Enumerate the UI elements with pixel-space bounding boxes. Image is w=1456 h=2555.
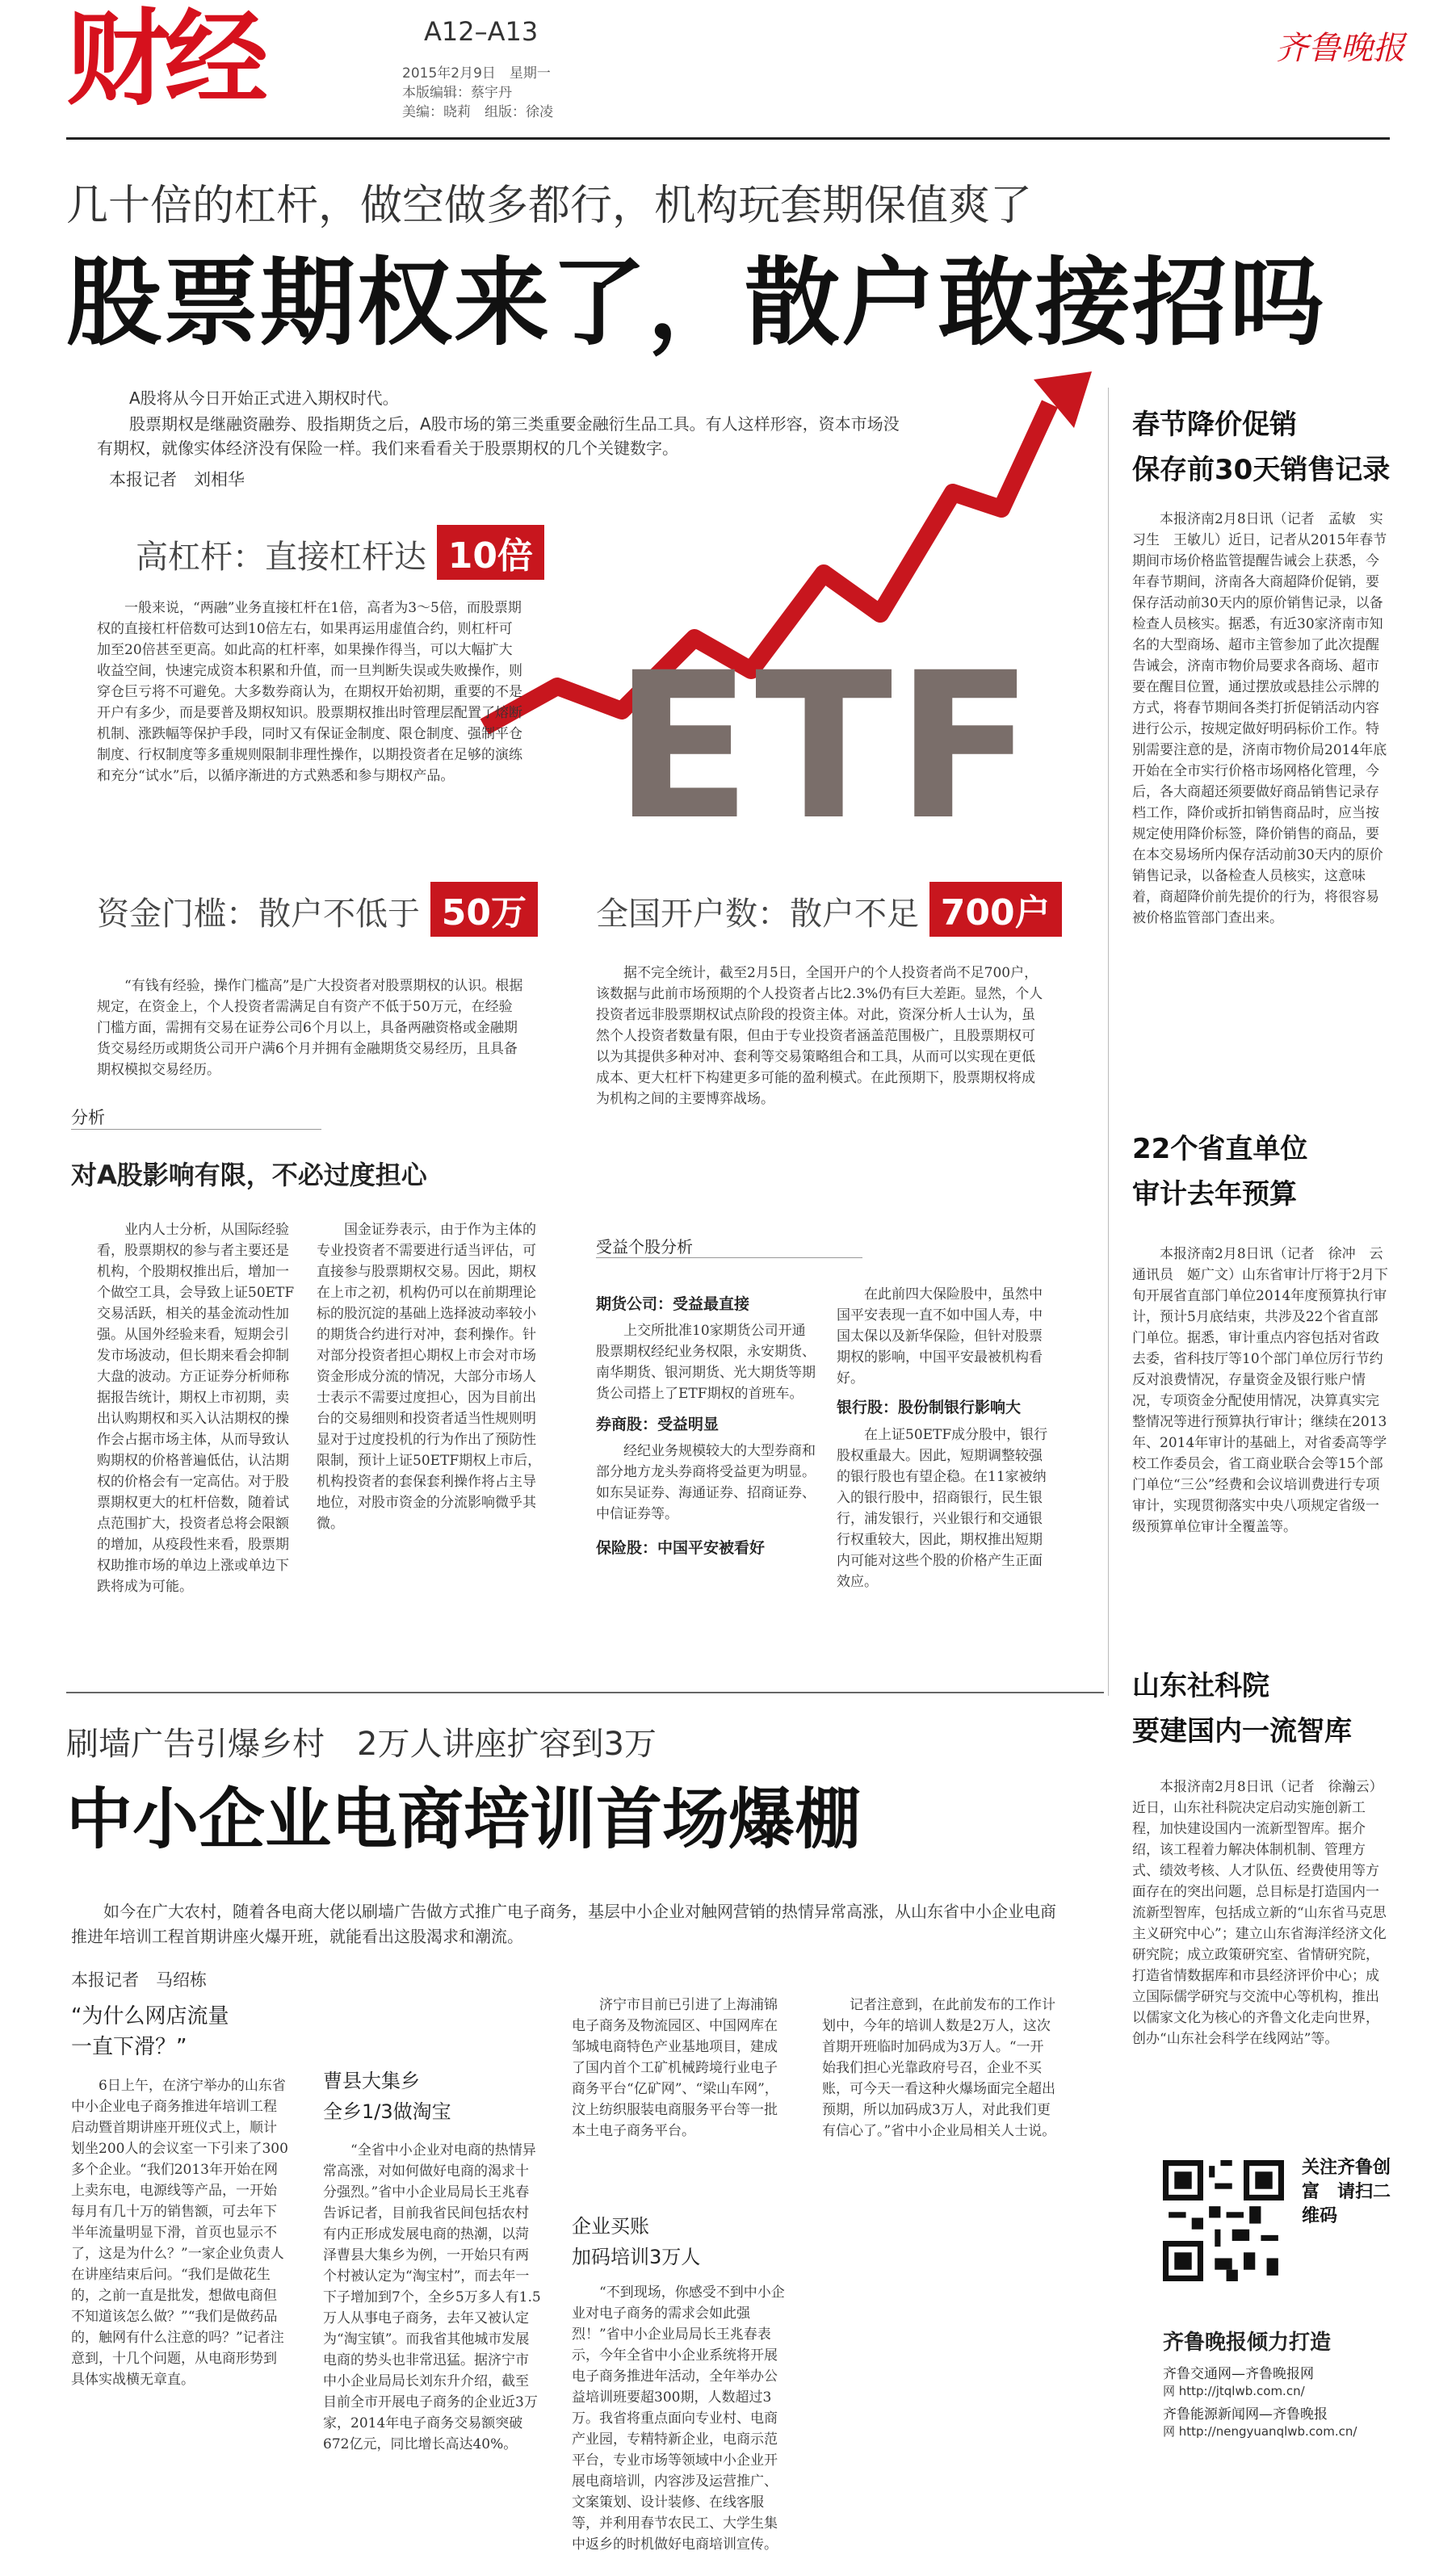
news1-title-line2: 保存前30天销售记录 [1132,454,1391,486]
story2-sub3 [572,2211,700,2272]
fact-accounts-label: 全国开户数：散户不足 [596,896,919,933]
stock-body-banks: 在上证50ETF成分股中，银行股权重最大。因此，短期调整较强的银行股也有望企稳。在11家被纳入的银行股中，招商银行，民生银行，浦发银行，兴业银行和交通银行权重较大，因此，期权推出短期内可能对这些个股的价格产生正面效应。 [837,1427,1048,1590]
story2-col2-text: “全省中小企业对电商的热情异常高涨，对如何做好电商的渴求十分强烈。”省中小企业局局长王兆春告诉记者，目前我省民间包括农村有内正形成发展电商的热潮，以菏泽曹县大集乡为例，一开始只有两个村被认定为“淘宝村”，而去年一下子增加到7个，全乡5万多人有1.5万人从事电子商务，去年又被认定为“淘宝镇”。而我省其他城市发展电商的势头也非常迅猛。据济宁市中小企业局局长刘东升介绍，截至目前全市开展电子商务的企业近3万家，2014年电子商务交易额突破672亿元，同比增长高达40%。 [323,2142,541,2452]
news2-body-text: 本报济南2月8日讯（记者 徐冲 云 通讯员 姬广文）山东省审计厅将于2月下旬开展省直部门单位2014年度预算执行审计，预计5月底结束，共涉及22个省直部门单位。据悉，审计重点内容包括对省政去委，省科技厅等10个部门单位厉行节约反对浪费情况，存量资金及银行账户情况，专项资金分配使用情况，决算真实完整情况等进行预算执行审计；继续在2013年、2014年审计的基础上，对省委高等学校工作委员会，省工商业联合会等15个部门单位“三公”经费和会议培训费进行专项审计，实现贯彻落实中央八项规定省级一级预算单位审计全覆盖等。 [1132,1246,1397,1535]
story2-col4 [822,1995,1056,2447]
accounts-body [596,963,1048,1111]
fact-leverage-label: 高杠杆：直接杠杆达 [136,539,426,576]
accounts-paragraph: 据不完全统计，截至2月5日，全国开户的个人投资者尚不足700户，该数据与此前市场预期的个人投资者占比2.3%仍有巨大差距。显然，个人投资者远非股票期权试点阶段的投资主体。对此，资深分析人士认为，虽然个人投资者数量有限，但由于专业投资者涵盖范围极广，且股票期权可以为其提供多种对冲、套利等交易策略组合和工具，从而可以实现在更低成本、更大杠杆下构建更多可能的盈利模式。在此预期下，股票期权将成为机构之间的主要博弈战场。 [596,965,1043,1107]
masthead-rule [66,137,1390,140]
fact-threshold-label: 资金门槛：散户不低于 [97,896,420,933]
sidebar-news2-body [1132,1244,1397,1631]
story2-col1 [71,2075,289,2447]
design-credit: 美编：晓莉 组版：徐凌 [402,104,553,120]
stock-head-banks: 银行股：股份制银行影响大 [837,1399,1022,1416]
analysis-title: 对A股影响有限，不必过度担心 [71,1160,427,1190]
threshold-paragraph: “有钱有经验，操作门槛高”是广大投资者对股票期权的认识。根据规定，在资金上，个人投资者需满足自有资产不低于50万元，在经验门槛方面，需拥有交易在证券公司6个月以上，具备两融资格或金融期货交易经历或期货公司开户满6个月并拥有金融期货交易经历，且具备期权模拟交易经历。 [97,978,523,1078]
analysis-col2-text: 国金证券表示，由于作为主体的专业投资者不需要进行适当评估，可直接参与股票期权交易。因此，期权在上市之初，机构仍可以在前期理论标的股沉淀的基础上选择波动率较小的期货合约进行对冲，套利操作。针对部分投资者担心期权上市会对市场资金形成分流的情况，大部分市场人士表示不需要过度担心，因为目前出台的交易细则和投资者适当性规则明显对于过度投机的行为作出了预防性限制，预计上证50ETF期权上市后，机构投资者的套保套利操作将占主导地位，对股市资金的分流影响微乎其微。 [317,1222,542,1532]
news1-body-text: 本报济南2月8日讯（记者 孟敏 实习生 王敏儿）近日，记者从2015年春节期间市场价格监管提醒告诫会上获悉，今年春节期间，济南各大商超降价促销，要保存活动前30天内的原价销售记录，以备检查人员核实。据悉，有近30家济南市知名的大型商场、超市主管参加了此次提醒告诫会，济南市物价局要求各商场、超市要在醒目位置，通过摆放或悬挂公示牌的方式，将春节期间各类打折促销活动内容进行公示，按规定做好明码标价工作。特别需要注意的是，济南市物价局2014年底开始在全市实行价格市场网格化管理，今后，各大商超还须要做好商品销售记录存档工作，降价或折扣销售商品时，应当按规定使用降价标签，降价销售的商品，要在本交易场所内保存活动前30天内的原价销售记录，以备检查人员核实，这意味着，商超降价前先提价的行为，将很容易被价格监管部门查出来。 [1132,511,1387,926]
news2-title-line2: 审计去年预算 [1132,1178,1297,1210]
newspaper-logo: 齐鲁晚报 [1276,30,1405,67]
leverage-body [97,598,525,788]
stocks-tag [596,1234,862,1258]
fact-threshold-number: 50万 [430,882,538,937]
story2-col3 [572,1995,790,2205]
analysis-col1 [97,1219,299,1599]
stock-body-insurance: 在此前四大保险股中，虽然中国平安表现一直不如中国人寿，中国太保以及新华保险，但针对股票期权的影响，中国平安最被机构看好。 [837,1286,1043,1387]
stocks-col1 [596,1292,818,1558]
editor-credit: 本版编辑：蔡宇丹 [402,85,512,101]
analysis-tag [71,1105,321,1130]
lede-paragraph-1: A股将从今日开始正式进入期权时代。 [129,388,399,408]
sidebar-news1-body [1132,509,1391,1074]
story2-col2 [323,2140,541,2452]
threshold-body [97,975,525,1082]
story2-col3b-text: “不到现场，你感受不到中小企业对电子商务的需求会如此强烈！”省中小企业局局长王兆春表示，今年全省中小企业系统将开展电子商务推进年活动，全年举办公益培训班要超300期，人数超过3万。我省将重点面向专业村、电商产业园，专精特新企业，电商示范平台，专业市场等领域中小企业开展电商培训，内容涉及运营推广、文案策划、设计装修、在线客服等，并利用春节农民工、大学生集中返乡的时机做好电商培训宣传。 [572,2284,785,2553]
fact-threshold [97,882,538,937]
qr-code-icon[interactable] [1163,2160,1284,2281]
question-line-1: “为什么网店流量 [71,2004,229,2028]
story-divider [66,1692,1104,1693]
story2-col3-text: 济宁市目前已引进了上海浦锦电子商务及物流园区、中国网库在邹城电商特色产业基地项目，建成了国内首个工矿机械跨境行业电子商务平台“亿矿网”、“梁山车网”，汶上纺织服装电商服务平台等一批本土电子商务平台。 [572,1997,778,2139]
news3-title-line2: 要建国内一流智库 [1132,1715,1352,1747]
issue-date: 2015年2月9日 星期一 [402,65,551,82]
promo-link-1[interactable]: 网 http://jtqlwb.com.cn/ [1163,2384,1305,2398]
lede-paragraph-2: 股票期权是继融资融券、股指期货之后，A股市场的第三类重要金融衍生品工具。有人这样形容，资本市场没有期权，就像实体经济没有保险一样。我们来看看关于股票期权的几个关键数字。 [97,414,900,458]
section-title: 财经 [66,0,264,120]
sidebar-news3-body [1132,1777,1391,2116]
promo-block [1163,2326,1405,2440]
news1-title-line1: 春节降价促销 [1132,409,1297,441]
story2-col4-text: 记者注意到，在此前发布的工作计划中，今年的培训人数是2万人，这次首期开班临时加码成为3万人。“一开始我们担心光靠政府号召，企业不买账，可今天一看这种火爆场面完全超出预期，所以加码成3万人，对此我们更有信心了。”省中小企业局相关人士说。 [822,1997,1056,2139]
story2-lede-text: 如今在广大农村，随着各电商大佬以刷墙广告做方式推广电子商务，基层中小企业对触网营销的热情异常高涨，从山东省中小企业电商推进年培训工程首期讲座火爆开班，就能看出这股渴求和潮流。 [71,1902,1056,1946]
stock-body-futures: 上交所批准10家期货公司开通股票期权经纪业务权限，永安期货、南华期货、银河期货、光大期货等期货公司搭上了ETF期权的首班车。 [596,1323,816,1402]
story2-headline: 中小企业电商培训首场爆棚 [66,1781,862,1858]
promo-line-2: 齐鲁能源新闻网—齐鲁晚报 [1163,2406,1328,2423]
story1-kicker: 几十倍的杠杆，做空做多都行，机构玩套期保值爽了 [66,182,1033,230]
stock-head-brokers: 券商股：受益明显 [596,1416,720,1433]
page-numbers: A12–A13 [424,16,539,47]
question-line-2: 一直下滑？” [71,2035,187,2059]
story1-byline: 本报记者 刘相华 [109,470,245,489]
stock-head-insurance: 保险股：中国平安被看好 [596,1539,766,1557]
promo-link-2[interactable]: 网 http://nengyuanqlwb.com.cn/ [1163,2424,1357,2439]
sidebar-news2-title [1132,1126,1307,1217]
story2-col1-text: 6日上午，在济宁举办的山东省中小企业电子商务推进年培训工程启动暨首期讲座开班仪式上，顺计划坐200人的会议室一下引来了300多个企业。“我们2013年开始在网上卖东电，电源线等产品，一开始每月有几十万的销售额，可去年下半年流量明显下滑，首页也显示不了，这是为什么？”一家企业负责人在讲座结束后问。“我们是做花生的，之前一直是批发，想做电商但不知道该怎么做？”“我们是做药品的，触网有什么注意的吗？”记者注意到，十几个问题，从电商形势到具体实战横无章直。 [71,2078,288,2388]
fact-accounts-number: 700户 [929,882,1062,937]
news3-title-line1: 山东社科院 [1132,1670,1269,1702]
qr-caption: 关注齐鲁创富 请扫二维码 [1302,2158,1391,2226]
promo-line-1: 齐鲁交通网—齐鲁晚报网 [1163,2366,1314,2382]
stock-head-futures: 期货公司：受益最直接 [596,1295,750,1313]
analysis-tag-text: 分析 [71,1108,105,1127]
column-rule [1108,388,1109,1696]
analysis-col1-text: 业内人士分析，从国际经验看，股票期权的参与者主要还是机构，个股期权推出后，增加一个做空工具，会导致上证50ETF交易活跃，相关的基金流动性加强。从国外经验来看，短期会引发市场波动，但长期来看会抑制大盘的波动。方正证券分析师称据报告统计，期权上市初期，卖出认购期权和买入认沽期权的操作会占据市场主体，从而导致认购期权的价格普遍低估，认沽期权的价格会有一定高估。对于股票期权更大的杠杆倍数，随着试点范围扩大，投资者总将会限额的增加，从疫段性来看，股票期权助推市场的单边上涨或单边下跌将成为可能。 [97,1222,295,1595]
sub2-line-2: 全乡1/3做淘宝 [323,2100,451,2123]
story2-question [71,2001,229,2062]
fact-leverage-number: 10倍 [437,525,544,580]
promo-title: 齐鲁晚报倾力打造 [1163,2331,1332,2355]
stock-body-brokers: 经纪业务规模较大的大型券商和部分地方龙头券商将受益更为明显。如东吴证券、海通证券、招商证券、中信证券等。 [596,1443,816,1522]
sidebar-news1-title [1132,402,1390,493]
sub3-line-2: 加码培训3万人 [572,2246,701,2268]
sub3-line-1: 企业买账 [572,2215,649,2238]
story2-sub2 [323,2066,451,2127]
news3-body-text: 本报济南2月8日讯（记者 徐瀚云）近日，山东社科院决定启动实施创新工程，加快建设国内一流新型智库。据介绍，该工程着力解决体制机制、管理方式、绩效考核、人才队伍、经费使用等方面存在的突出问题，总目标是打造国内一流新型智库，包括成立新的“山东省马克思主义研究中心”；建立山东省海洋经济文化研究院；成立政策研究室、省情研究院，打造省情数据库和市县经济评价中心；成立国际儒学研究与交流中心等机构，推出以儒家文化为核心的齐鲁文化走向世界，创办“山东社会科学在线网站”等。 [1132,1779,1387,2047]
fact-accounts [596,882,1062,937]
analysis-col2 [317,1219,543,1536]
news2-title-line1: 22个省直单位 [1132,1133,1308,1165]
sidebar-news3-title [1132,1663,1352,1754]
story2-byline: 本报记者 马绍栋 [71,1970,207,1990]
etf-graphic-text: ETF [614,629,1038,864]
stocks-col2 [837,1284,1055,1594]
fact-leverage [136,525,544,580]
stocks-tag-text: 受益个股分析 [596,1237,693,1257]
leverage-paragraph: 一般来说，“两融”业务直接杠杆在1倍，高者为3～5倍，而股票期权的直接杠杆倍数可达到10倍左右，如果再运用虚值合约，则杠杆可加至20倍甚至更高。如此高的杠杆率，如果操作得当，可以大幅扩大收益空间，快速完成资本积累和升值，而一旦判断失误或失败操作，则穿仓巨亏将不可避免。大多数券商认为，在期权开始初期，重要的不是开户有多少，而是要普及期权知识。股票期权推出时管理层配置了熔断机制、涨跌幅等保护手段，同时又有保证金制度、限仓制度、强制平仓制度、行权制度等多重规则限制非理性操作，以期投资者在足够的演练和充分“试水”后，以循序渐进的方式熟悉和参与期权产品。 [97,600,522,784]
sub2-line-1: 曹县大集乡 [323,2070,420,2092]
story2-col3b [572,2282,790,2553]
story1-headline: 股票期权来了，散户敢接招吗 [66,247,1327,359]
story2-kicker: 刷墙广告引爆乡村 2万人讲座扩容到3万 [66,1726,657,1763]
story2-lede [71,1899,1064,1951]
